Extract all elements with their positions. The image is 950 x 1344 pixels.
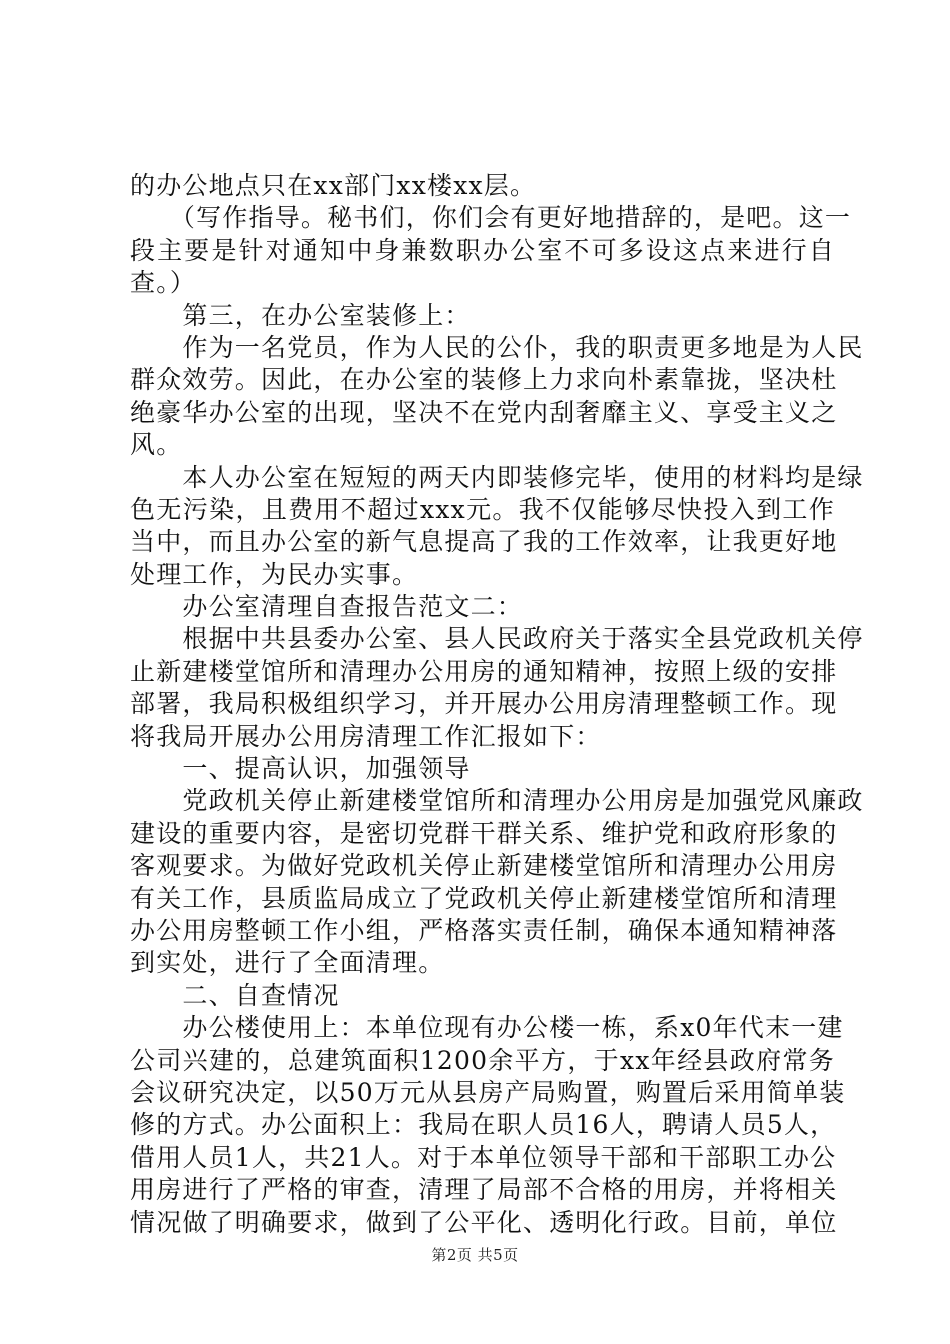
text-line: 作为一名党员，作为人民的公仆，我的职责更多地是为人民 (130, 332, 864, 362)
text-line: 客观要求。为做好党政机关停止新建楼堂馆所和清理办公用房 (130, 851, 838, 881)
page-footer: 第2页 共5页 (431, 1246, 519, 1264)
text-line: 借用人员1人，共21人。对于本单位领导干部和干部职工办公 (130, 1142, 837, 1172)
text-line: 办公室清理自查报告范文二： (130, 592, 524, 622)
text-line: 的办公地点只在xx部门xx楼xx层。 (130, 171, 537, 200)
text-line: 部署，我局积极组织学习，并开展办公用房清理整顿工作。现 (130, 689, 838, 719)
text-line: 本人办公室在短短的两天内即装修完毕，使用的材料均是绿 (130, 462, 864, 492)
text-line: 根据中共县委办公室、县人民政府关于落实全县党政机关停 (130, 624, 864, 654)
text-line: 办公楼使用上：本单位现有办公楼一栋，系x0年代末一建 (130, 1013, 844, 1043)
text-line: 段主要是针对通知中身兼数职办公室不可多设这点来进行自 (130, 235, 835, 265)
text-line: 二、自查情况 (130, 980, 340, 1010)
text-line: 第三，在办公室装修上： (130, 300, 471, 330)
text-line: 党政机关停止新建楼堂馆所和清理办公用房是加强党风廉政 (130, 786, 864, 816)
text-line: 修的方式。办公面积上：我局在职人员16人，聘请人员5人， (130, 1110, 837, 1140)
text-line: 风。 (130, 430, 183, 460)
text-line: 色无污染，且费用不超过xxx元。我不仅能够尽快投入到工作 (130, 494, 835, 524)
text-line: 到实处，进行了全面清理。 (130, 948, 445, 978)
text-line: 情况做了明确要求，做到了公平化、透明化行政。目前，单位 (130, 1207, 838, 1237)
text-line: 公司兴建的，总建筑面积1200余平方，于xx年经县政府常务 (130, 1045, 835, 1075)
document-body (130, 170, 864, 1239)
text-line: 用房进行了严格的审查，清理了局部不合格的用房，并将相关 (130, 1175, 838, 1205)
text-line: 绝豪华办公室的出现，坚决不在党内刮奢靡主义、享受主义之 (130, 397, 838, 427)
text-line: 群众效劳。因此，在办公室的装修上力求向朴素靠拢，坚决杜 (130, 365, 838, 395)
text-line: 会议研究决定，以50万元从县房产局购置，购置后采用简单装 (130, 1077, 846, 1107)
text-line: 有关工作，县质监局成立了党政机关停止新建楼堂馆所和清理 (130, 883, 838, 913)
text-line: 止新建楼堂馆所和清理办公用房的通知精神，按照上级的安排 (130, 656, 838, 686)
text-line: 建设的重要内容，是密切党群干群关系、维护党和政府形象的 (130, 818, 838, 848)
text-line: 查。） (130, 268, 197, 298)
text-line: 将我局开展办公用房清理工作汇报如下： (130, 721, 602, 751)
text-line: 办公用房整顿工作小组，严格落实责任制，确保本通知精神落 (130, 915, 838, 945)
text-line: 当中，而且办公室的新气息提高了我的工作效率，让我更好地 (130, 527, 838, 557)
text-line: 处理工作，为民办实事。 (130, 559, 419, 589)
text-line: 一、提高认识，加强领导 (130, 754, 471, 784)
text-line: （写作指导。秘书们，你们会有更好地措辞的，是吧。这一 (130, 203, 852, 233)
